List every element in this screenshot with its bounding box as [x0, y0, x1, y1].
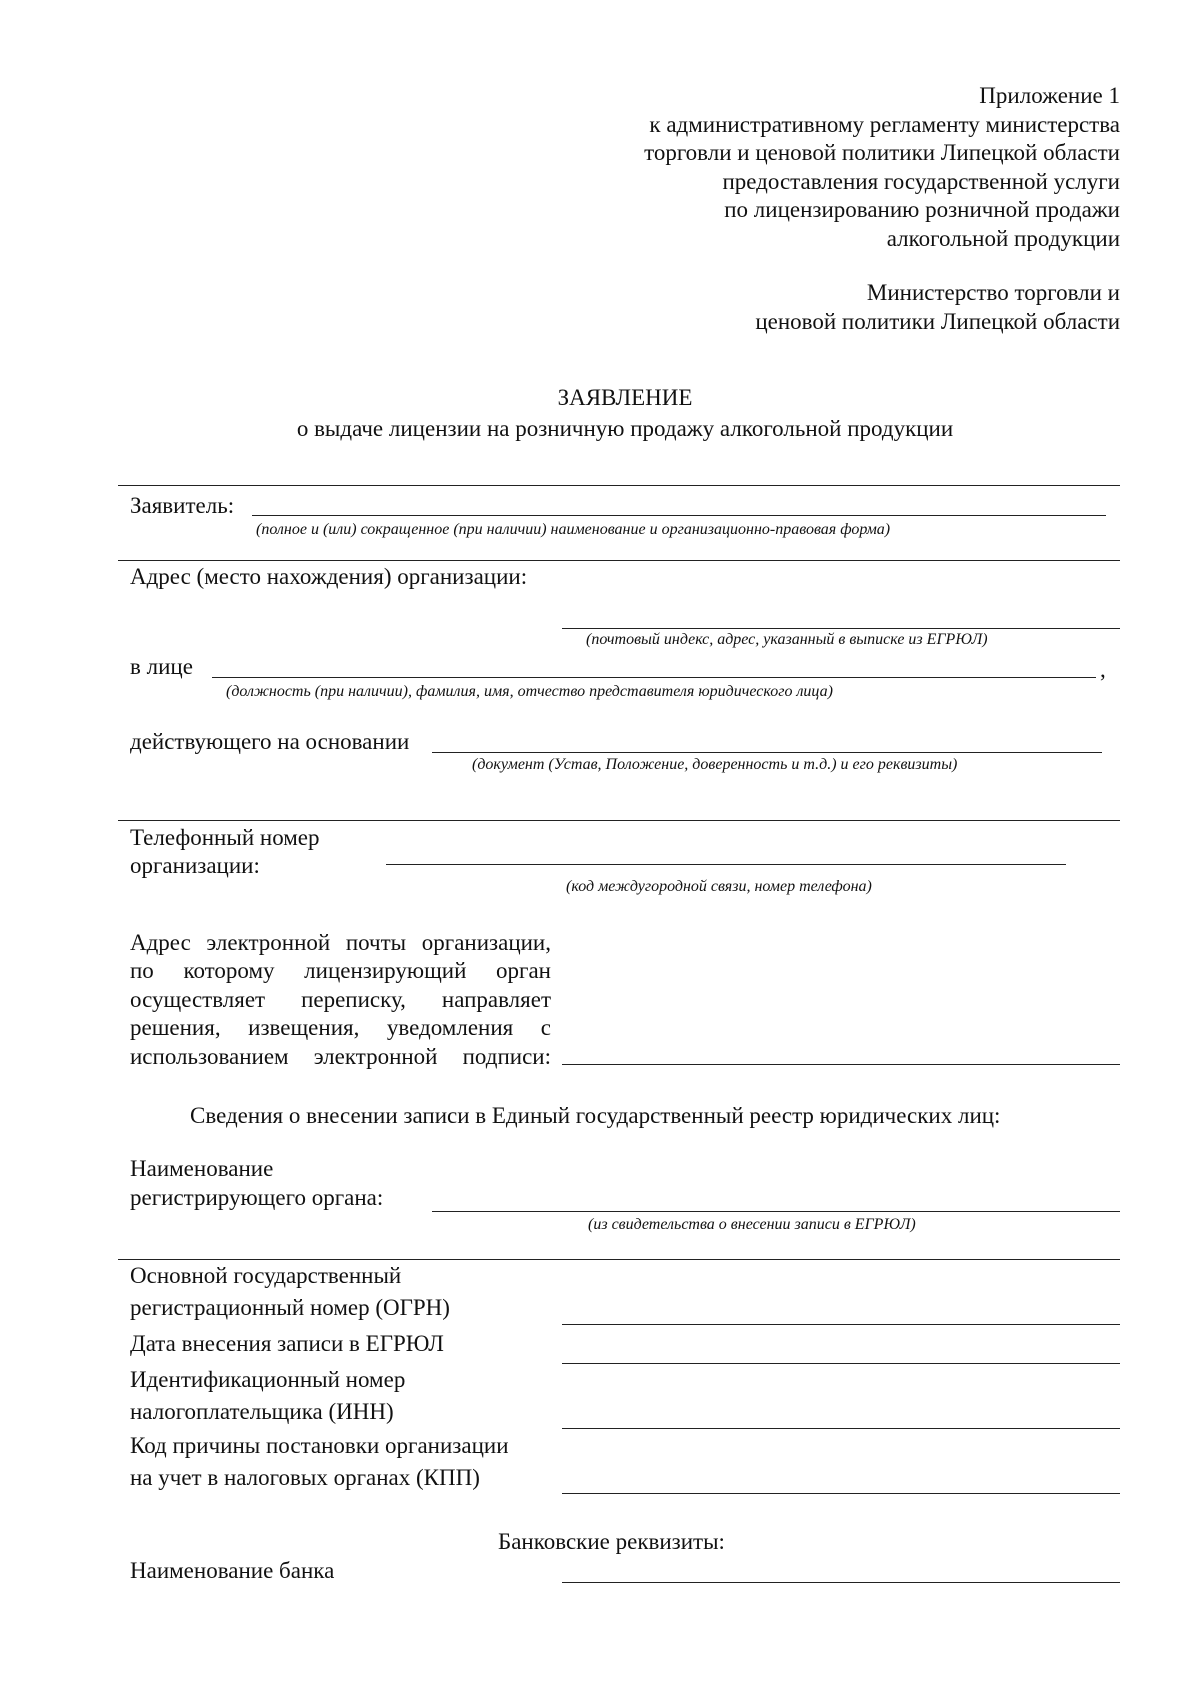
inn-label-line: Идентификационный номер [130, 1367, 406, 1392]
representative-input-line[interactable] [212, 677, 1096, 678]
bank-name-label: Наименование банка [130, 1558, 335, 1583]
basis-input-line[interactable] [432, 752, 1102, 753]
email-label-line: по которому лицензирующий орган [130, 958, 551, 984]
phone-input-line[interactable] [386, 864, 1066, 865]
email-label-line: использованием электронной подписи: [130, 1043, 551, 1069]
appendix-line: торговли и ценовой политики Липецкой области [644, 140, 1120, 166]
appendix-line: Приложение 1 [979, 83, 1120, 108]
inn-label-line: налогоплательщика (ИНН) [130, 1399, 394, 1424]
basis-hint: (документ (Устав, Положение, доверенность и т.д.) и его реквизиты) [472, 756, 958, 773]
ogrn-label-line: регистрационный номер (ОГРН) [130, 1295, 450, 1320]
basis-label: действующего на основании [130, 729, 410, 754]
address-input-line[interactable] [562, 628, 1120, 629]
ogrn-input-line[interactable] [562, 1324, 1120, 1325]
email-label-line: решения, извещения, уведомления с [130, 1015, 551, 1041]
address-label: Адрес (место нахождения) организации: [130, 564, 528, 589]
representative-comma: , [1100, 657, 1106, 682]
representative-label: в лице [130, 654, 193, 679]
separator-line [118, 560, 1120, 561]
recipient-line: Министерство торговли и [866, 280, 1120, 305]
appendix-line: алкогольной продукции [886, 225, 1120, 251]
separator-line [118, 1259, 1120, 1260]
appendix-line: предоставления государственной услуги [722, 168, 1120, 194]
appendix-line: к административному регламенту министерства [649, 111, 1120, 137]
egrul-section-title: Сведения о внесении записи в Единый государственный реестр юридических лиц: [190, 1103, 1001, 1128]
representative-hint: (должность (при наличии), фамилия, имя, отчество представителя юридического лица) [226, 683, 833, 700]
separator-line [118, 485, 1120, 486]
email-label [130, 929, 551, 1071]
recipient-block [755, 279, 1120, 336]
bank-name-input-line[interactable] [562, 1582, 1120, 1583]
date-input-line[interactable] [562, 1363, 1120, 1364]
registrar-input-line[interactable] [432, 1211, 1120, 1212]
registrar-label-line: регистрирующего органа: [130, 1185, 384, 1210]
registrar-label-line: Наименование [130, 1156, 274, 1181]
phone-label-line: организации: [130, 853, 260, 878]
date-label: Дата внесения записи в ЕГРЮЛ [130, 1331, 444, 1356]
email-label-line: осуществляет переписку, направляет [130, 986, 551, 1012]
registrar-hint: (из свидетельства о внесении записи в ЕГРЮЛ) [588, 1216, 916, 1233]
applicant-label: Заявитель: [130, 493, 235, 518]
kpp-label-line: Код причины постановки организации [130, 1433, 509, 1458]
applicant-hint: (полное и (или) сокращенное (при наличии) наименование и организационно-правовая форма) [256, 521, 891, 538]
appendix-block [644, 82, 1120, 254]
document-subtitle: о выдаче лицензии на розничную продажу алкогольной продукции [296, 416, 954, 441]
email-input-line[interactable] [562, 1064, 1120, 1065]
phone-label-line: Телефонный номер [130, 825, 320, 850]
applicant-input-line[interactable] [252, 515, 1106, 516]
bank-section-title: Банковские реквизиты: [498, 1529, 725, 1554]
document-title: ЗАЯВЛЕНИЕ [557, 385, 693, 410]
address-hint: (почтовый индекс, адрес, указанный в выписке из ЕГРЮЛ) [586, 631, 988, 648]
kpp-input-line[interactable] [562, 1493, 1120, 1494]
ogrn-label-line: Основной государственный [130, 1263, 402, 1288]
separator-line [118, 820, 1120, 821]
email-label-line: Адрес электронной почты организации, [130, 930, 551, 955]
appendix-line: по лицензированию розничной продажи [724, 197, 1120, 223]
kpp-label-line: на учет в налоговых органах (КПП) [130, 1465, 480, 1490]
phone-hint: (код междугородной связи, номер телефона) [566, 878, 872, 895]
inn-input-line[interactable] [562, 1428, 1120, 1429]
recipient-line: ценовой политики Липецкой области [755, 308, 1120, 334]
